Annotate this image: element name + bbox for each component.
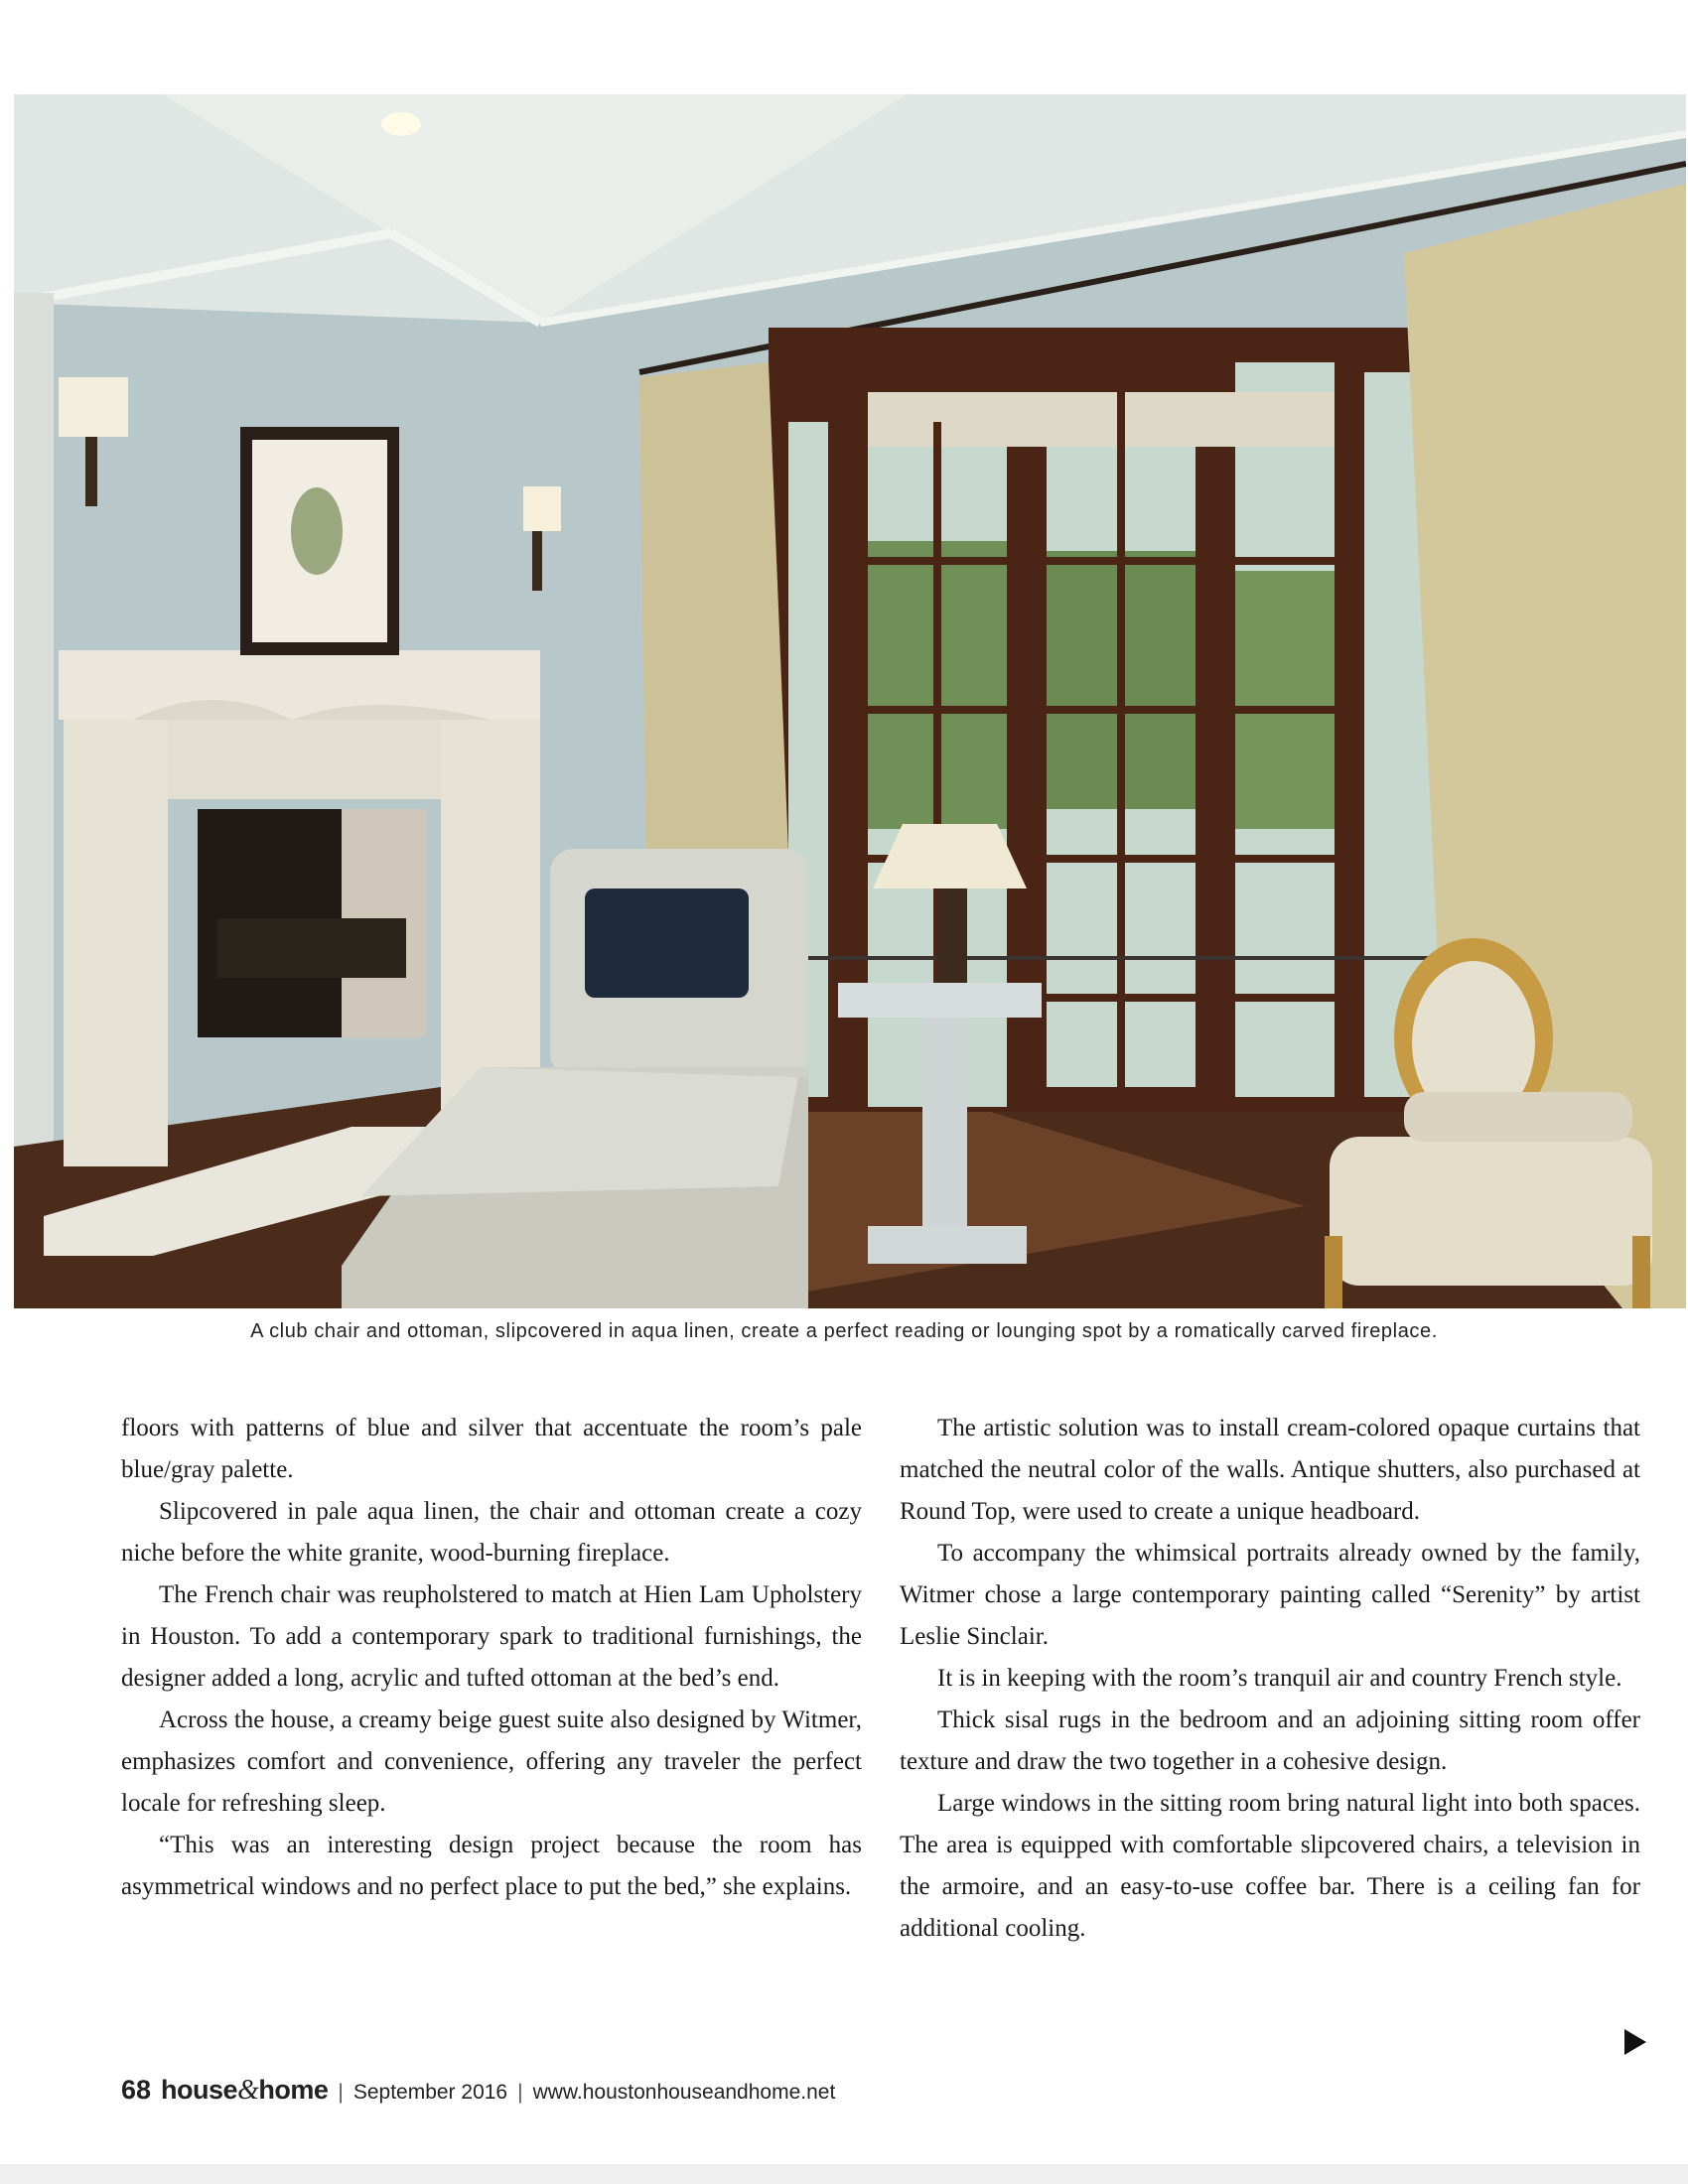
issue-date: September 2016 (352, 2081, 508, 2104)
paragraph: Thick sisal rugs in the bedroom and an adjoining sitting room offer texture and draw the two together in a cohesive design. (900, 1706, 1640, 1775)
paragraph: “This was an interesting design project because the room has asymmetrical windows and no perfect place to put the bed,” she explains. (121, 1832, 862, 1900)
brand-house: house (161, 2075, 238, 2105)
paragraph: floors with patterns of blue and silver that accentuate the room’s pale blue/gray palette. (121, 1415, 862, 1483)
paragraph: Large windows in the sitting room bring natural light into both spaces. The area is equipped with comfortable slipcovered chairs, a television in the armoire, and an easy-to-use coffee bar. There is a ceiling fan for additional cooling. (900, 1790, 1640, 1942)
page-footer (121, 2075, 835, 2107)
page-number: 68 (121, 2075, 152, 2105)
paragraph: The artistic solution was to install cream-colored opaque curtains that matched the neutral color of the walls. Antique shutters, also purchased at Round Top, were used to create a unique headboard. (900, 1415, 1640, 1525)
paragraph: It is in keeping with the room’s tranquil air and country French style. (937, 1665, 1622, 1692)
article-right-column (900, 1408, 1640, 1950)
feature-photo (14, 94, 1686, 1308)
brand-logo (161, 2075, 328, 2107)
paragraph: Across the house, a creamy beige guest suite also designed by Witmer, emphasizes comfort and convenience, offering any traveler the perfect locale for refreshing sleep. (121, 1706, 862, 1817)
photo-caption: A club chair and ottoman, slipcovered in aqua linen, create a perfect reading or lounging spot by a romatically carved fireplace. (250, 1320, 1438, 1342)
paragraph: Slipcovered in pale aqua linen, the chair and ottoman create a cozy niche before the white granite, wood-burning fireplace. (121, 1498, 862, 1567)
scan-edge (0, 2164, 1688, 2184)
next-arrow-icon (1624, 2029, 1646, 2055)
footer-separator: | (517, 2081, 523, 2104)
brand-home: home (258, 2075, 329, 2105)
footer-separator: | (338, 2081, 344, 2104)
website-link[interactable]: www.houstonhouseandhome.net (532, 2081, 836, 2104)
brand-amp: & (237, 2075, 259, 2106)
article-left-column (121, 1408, 862, 1908)
paragraph: The French chair was reupholstered to match at Hien Lam Upholstery in Houston. To add a contemporary spark to traditional furnishings, the designer added a long, acrylic and tufted ottoman at the bed’s end. (121, 1581, 862, 1692)
paragraph: To accompany the whimsical portraits already owned by the family, Witmer chose a large contemporary painting called “Serenity” by artist Leslie Sinclair. (900, 1540, 1640, 1650)
